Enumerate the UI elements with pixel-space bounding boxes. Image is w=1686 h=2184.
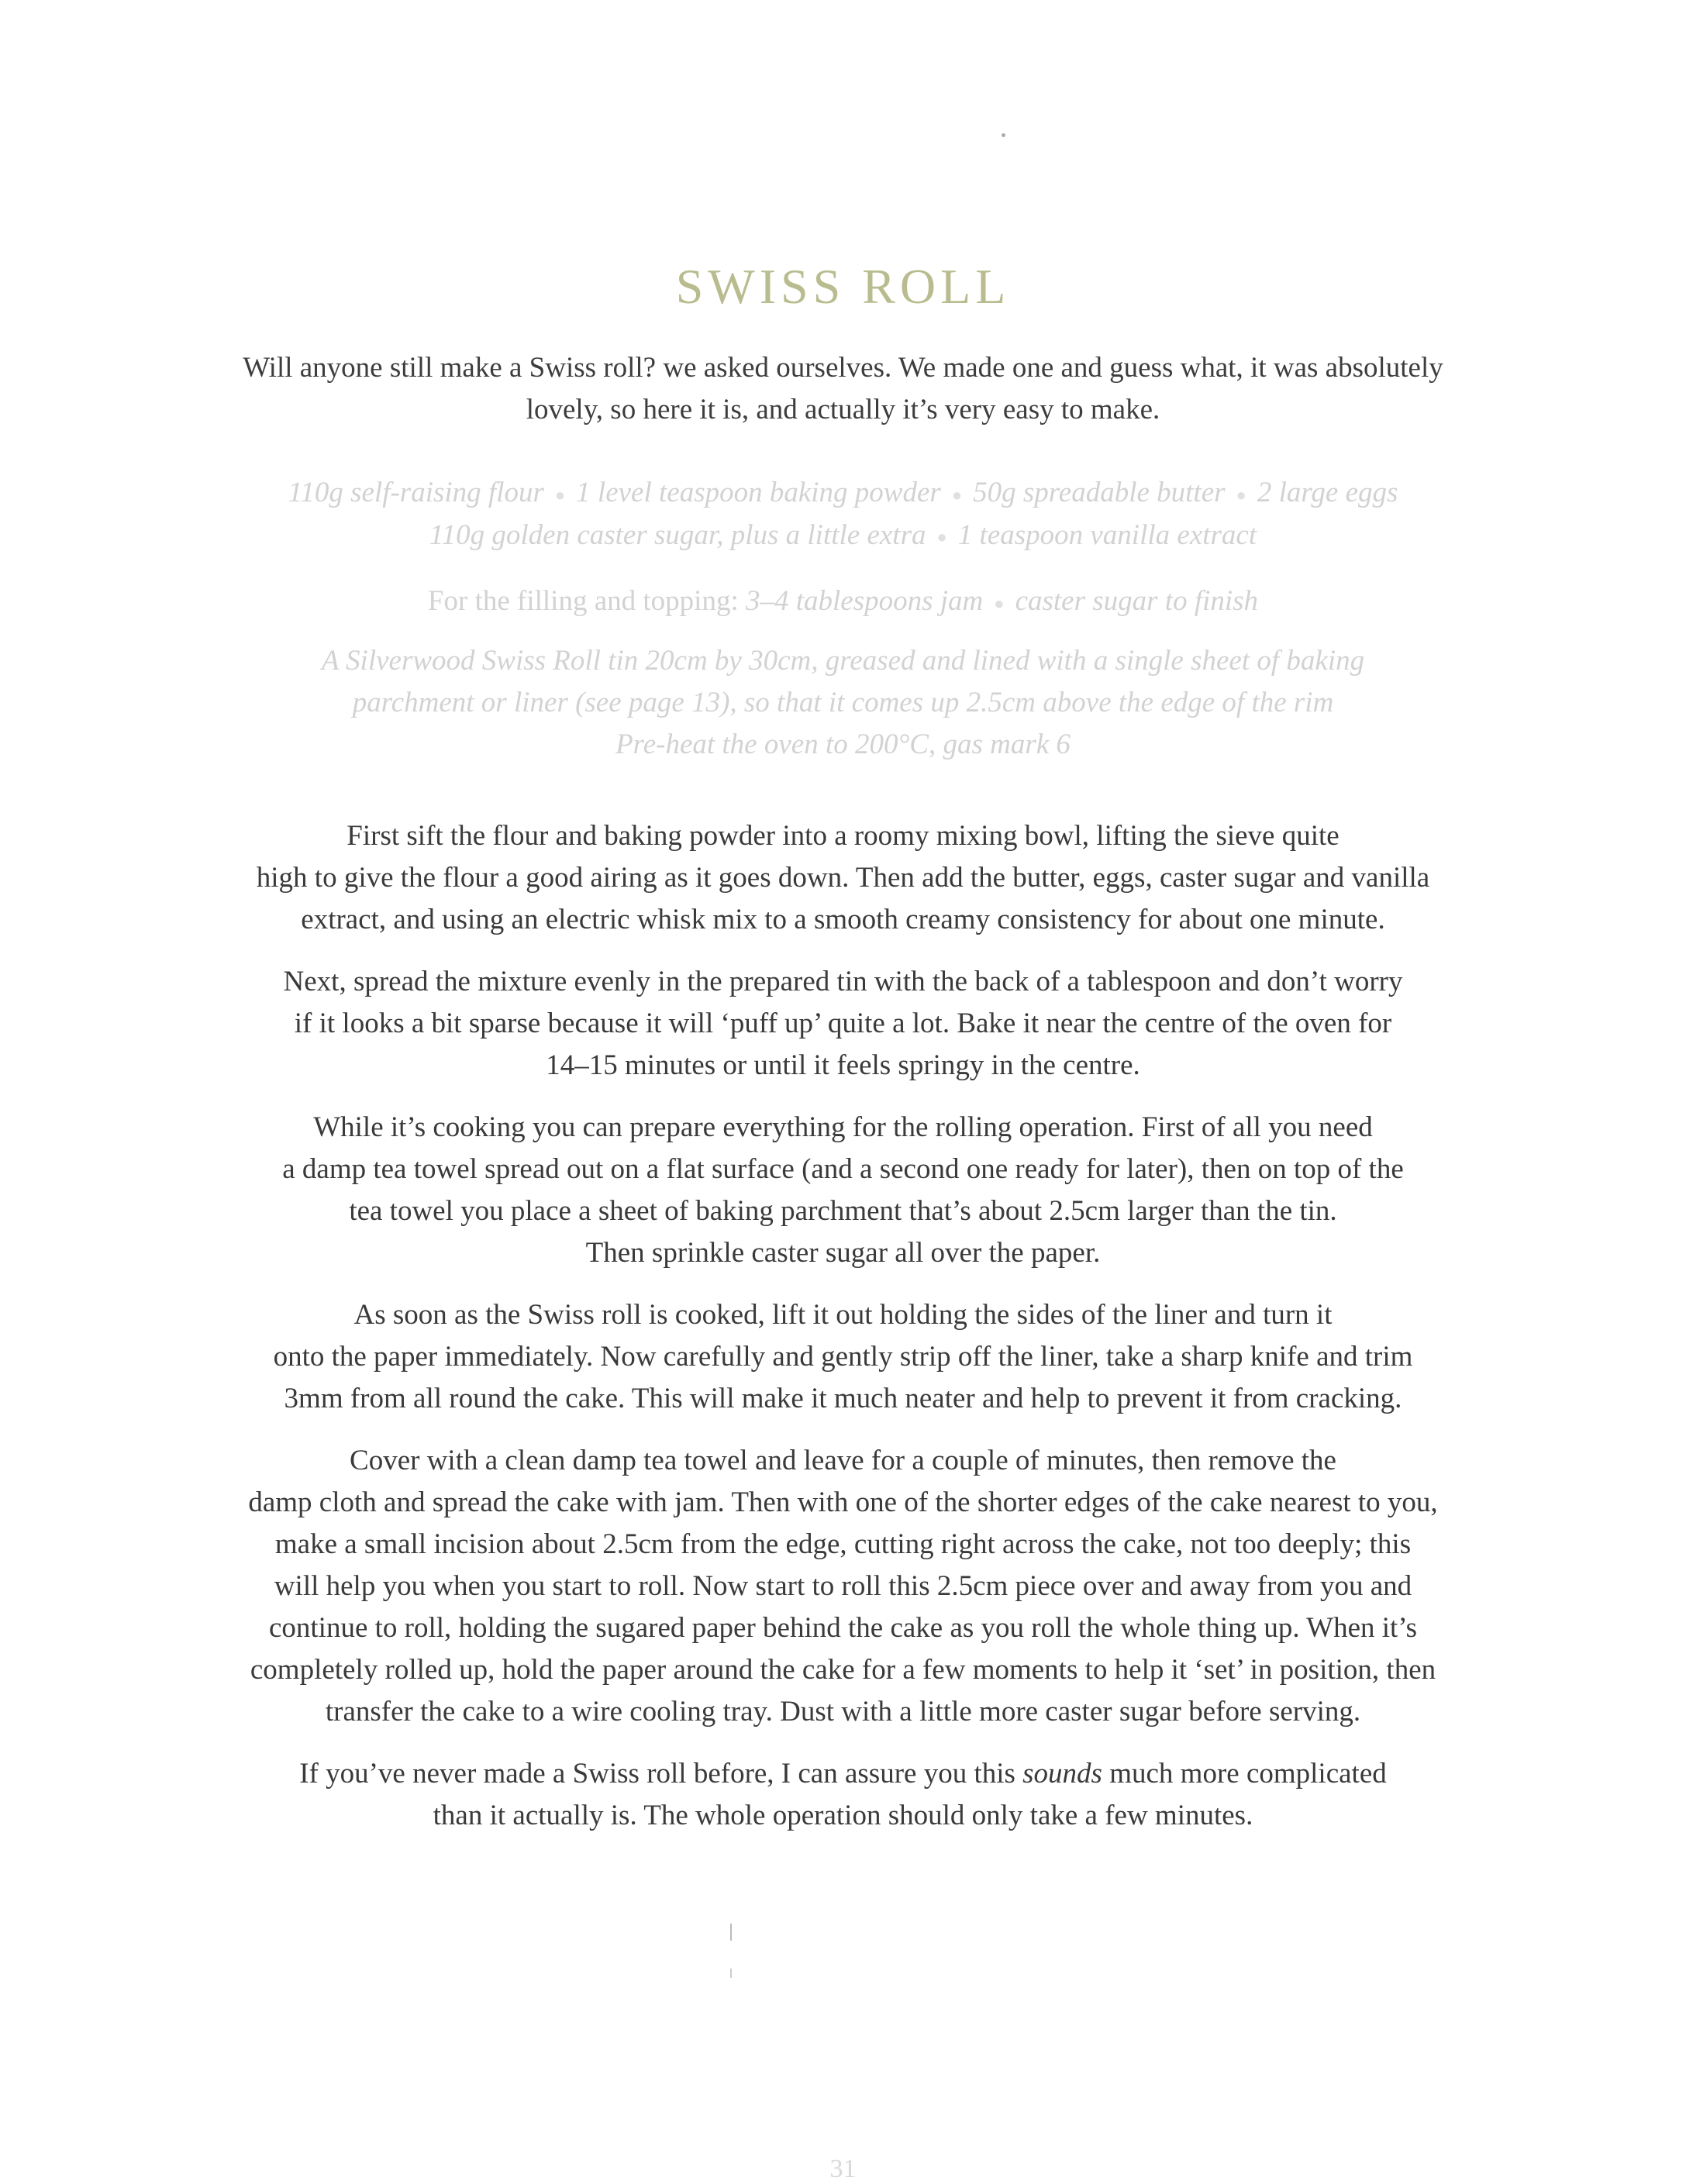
ingredient-item: 1 level teaspoon baking powder (576, 477, 941, 508)
ingredient-item: 2 large eggs (1257, 477, 1398, 508)
method-line: if it looks a bit sparse because it will ‘puff up’ quite a lot. Bake it near the centre of the oven for (294, 1008, 1392, 1039)
method-line: While it’s cooking you can prepare everything for the rolling operation. First of all you need (313, 1111, 1373, 1143)
ingredient-item: 1 teaspoon vanilla extract (957, 518, 1257, 551)
bullet-separator: ● (1236, 484, 1246, 505)
scan-mark (730, 1924, 732, 1941)
method-line: 14–15 minutes or until it feels springy in the centre. (546, 1049, 1140, 1081)
intro-text (155, 347, 1531, 431)
method-line: 3mm from all round the cake. This will make it much neater and help to prevent it from cracking. (284, 1383, 1402, 1414)
scan-mark (730, 1969, 732, 1978)
equipment-line: A Silverwood Swiss Roll tin 20cm by 30cm, greased and lined with a single sheet of baking (321, 645, 1365, 677)
closing-text: If you’ve never made a Swiss roll before, I can assure you this (299, 1758, 1023, 1790)
scan-speck (1002, 133, 1005, 137)
closing-text: much more complicated (1102, 1758, 1387, 1790)
method-line: damp cloth and spread the cake with jam. Then with one of the shorter edges of the cake nearest to you, (248, 1486, 1438, 1518)
ingredients-list (155, 473, 1531, 557)
ingredient-item: 50g spreadable butter (973, 477, 1226, 508)
emphasis-word: sounds (1022, 1758, 1102, 1790)
closing-line: than it actually is. The whole operation should only take a few minutes. (433, 1800, 1253, 1831)
method-line: As soon as the Swiss roll is cooked, lift it out holding the sides of the liner and turn it (353, 1299, 1333, 1331)
recipe-title: SWISS ROLL (675, 258, 1011, 314)
method-line: tea towel you place a sheet of baking parchment that’s about 2.5cm larger than the tin. (349, 1195, 1337, 1227)
ingredient-item: 110g golden caster sugar, plus a little extra (429, 518, 926, 551)
method-line: Next, spread the mixture evenly in the prepared tin with the back of a tablespoon and don’t worry (283, 966, 1403, 997)
method-line: high to give the flour a good airing as it goes down. Then add the butter, eggs, caster sugar and vanilla (256, 862, 1430, 894)
method-line: a damp tea towel spread out on a flat surface (and a second one ready for later), then on top of the (282, 1153, 1404, 1185)
page-number: 31 (829, 2155, 857, 2183)
oven-temperature: Pre-heat the oven to 200°C, gas mark 6 (615, 729, 1071, 760)
bullet-separator: ● (936, 527, 947, 547)
method-line: extract, and using an electric whisk mix to a smooth creamy consistency for about one minute. (301, 904, 1385, 935)
equipment-line: parchment or liner (see page 13), so that it comes up 2.5cm above the edge of the rim (352, 687, 1334, 718)
method-line: completely rolled up, hold the paper around the cake for a few moments to help it ‘set’ in position, then (250, 1654, 1436, 1686)
intro-line: Will anyone still make a Swiss roll? we asked ourselves. We made one and guess what, it was absolutely (243, 352, 1443, 384)
method-line: First sift the flour and baking powder into a roomy mixing bowl, lifting the sieve quite (347, 820, 1339, 852)
method-line: continue to roll, holding the sugared paper behind the cake as you roll the whole thing up. When it’s (268, 1612, 1418, 1644)
method-line: transfer the cake to a wire cooling tray. Dust with a little more caster sugar before serving. (325, 1696, 1361, 1728)
intro-line: lovely, so here it is, and actually it’s very easy to make. (526, 394, 1160, 425)
filling-line (155, 581, 1531, 624)
method-paragraph (171, 815, 1515, 941)
closing-paragraph (171, 1753, 1515, 1837)
method-line: Then sprinkle caster sugar all over the paper. (585, 1237, 1101, 1269)
bullet-separator: ● (994, 593, 1005, 613)
method-line: will help you when you start to roll. Now start to roll this 2.5cm piece over and away from you and (274, 1570, 1412, 1602)
filling-item: 3–4 tablespoons jam (745, 585, 984, 617)
method-text (171, 815, 1515, 1857)
method-line: onto the paper immediately. Now carefully and gently strip off the liner, take a sharp knife and trim (273, 1341, 1413, 1373)
filling-item: caster sugar to finish (1015, 585, 1259, 617)
bullet-separator: ● (554, 484, 566, 505)
method-paragraph (171, 1107, 1515, 1274)
method-line: make a small incision about 2.5cm from the edge, cutting right across the cake, not too deeply; this (274, 1528, 1412, 1560)
method-line: Cover with a clean damp tea towel and leave for a couple of minutes, then remove the (350, 1445, 1336, 1476)
ingredients-line (155, 515, 1531, 558)
method-paragraph (171, 1440, 1515, 1733)
ingredient-item: 110g self-raising flour (288, 477, 544, 508)
bullet-separator: ● (951, 484, 963, 505)
method-paragraph (171, 961, 1515, 1087)
ingredients-line (155, 473, 1531, 515)
method-paragraph (171, 1294, 1515, 1420)
equipment-notes (194, 640, 1492, 766)
filling-label: For the filling and topping: (427, 585, 739, 617)
